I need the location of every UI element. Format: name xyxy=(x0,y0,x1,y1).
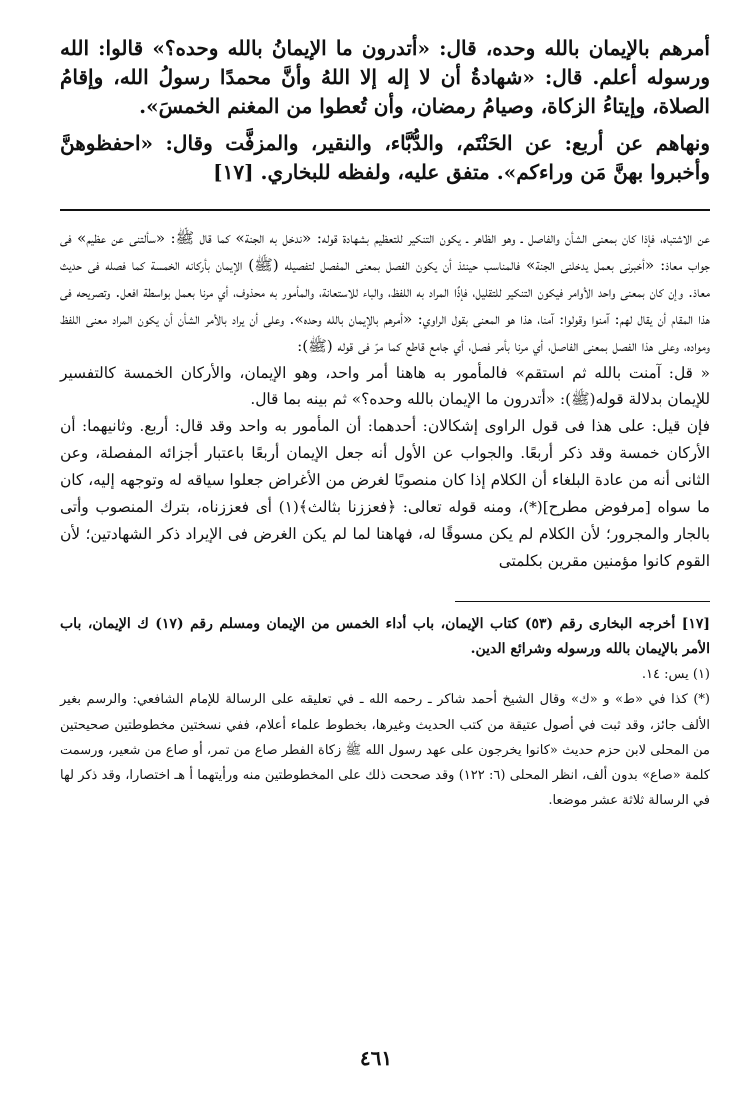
commentary xyxy=(60,225,710,575)
hadith-text xyxy=(60,34,710,187)
commentary-paragraph: عن الاشتباه، فإذا كان بمعنى الشأن والفاصل ـ وهو الظاهر ـ يكون التنكير للتعظيم بشهادة قوله: «ندخل به الجنة» كما قال ﷺ: «سألتنى عن عظيم» فى جواب معاذ: «أخبرنى بعمل يدخلنى الجنة» فالمناسب حينئذ أن يكون الفصل بمعنى المفصل لتفصيله (ﷺ) الإيمان بأركانه الخمسة كما فصله فى حديث معاذ. وإن كان بمعنى واحد الأوامر فيكون التنكير للتقليل، فإذًا المراد به اللفظ، والباء للاستعانة، والمأمور به محذوف، أي مرنا بعمل بواسطة افعل. وتصريحه فى هذا المقام أن يقال لهم: آمنوا وقولوا: آمنا، هذا هو المعنى بقول الراوي: «أمرهم بالإيمان بالله وحده». وعلى أن يراد بالأمر الشأن أن يكون المراد معنى اللفظ ومواده، وعلى هذا الفصل بمعنى الفاصل، أي مرنا بأمر فصل، أي جامع قاطع كما مرّ فى قوله (ﷺ): xyxy=(60,229,710,355)
footnote-star: (*) كذا في «ط» و «ك» وقال الشيخ أحمد شاكر ـ رحمه الله ـ في تعليقه على الرسالة للإمام الشافعي: والرسم بغير الألف جائز، وقد ثبت في أصول عتيقة من كتب الحديث وغيرها، بخطوط علماء أعلام، ففي نسختين مخطوطتين صحيحتين من المحلى لابن حزم حديث «كانوا يخرجون على عهد رسول الله ﷺ زكاة الفطر صاع من تمر، أو صاع من شعير، ورسمت كلمة «صاع» بدون ألف، انظر المحلى (٦: ١٢٢) وقد صححت ذلك على المخطوطتين منه ورأيتهما أ هـ اختصارا، وقد ذكر لها في الرسالة ثلاثة عشر موضعا. xyxy=(60,692,711,809)
book-page xyxy=(60,34,710,813)
commentary-paragraph: فإن قيل: على هذا فى قول الراوى إشكالان: أحدهما: أن المأمور به واحد وقد قال: أربع. وثانيهما: أن الأركان خمسة وقد ذكر أربعًا. والجواب عن الأول أنه جعل الإيمان أربعًا باعتبار أجزائه المفصلة، وعن الثانى أنه من عادة البلغاء أن الكلام إذا كان منصوبًا لغرض من الأغراض جعلوا سياقه له وتوجهه إليه، كان ما سواه [مرفوض مطرح](*)، ومنه قوله تعالى: ﴿فعززنا بثالث﴾(١) أى فعززناه، بترك المنصوب وأتى بالجار والمجرور؛ لأن الكلام لم يكن مسوقًا له، فهاهنا لما لم يكن الغرض فى الإيراد ذكر الشهادتين؛ لأن القوم كانوا مؤمنين مقرين بكلمتى xyxy=(60,417,710,570)
commentary-paragraph: « قل: آمنت بالله ثم استقم» فالمأمور به هاهنا أمر واحد، وهو الإيمان، والأركان الخمسة كالتفسير للإيمان بدلالة قوله(ﷺ): «أتدرون ما الإيمان بالله وحده؟» ثم بينه بما قال. xyxy=(60,363,710,409)
section-divider xyxy=(60,209,710,211)
footnotes xyxy=(60,612,710,814)
hadith-paragraph: أمرهم بالإيمان بالله وحده، قال: «أتدرون ما الإيمانُ بالله وحده؟» قالوا: الله ورسوله أعلم. قال: «شهادةُ أن لا إله إلا اللهُ وأنَّ محمدًا رسولُ الله، وإقامُ الصلاة، وإيتاءُ الزكاة، وصيامُ رمضان، وأن تُعطوا من المغنم الخمسَ». xyxy=(60,36,710,118)
page-number: ٤٦١ xyxy=(359,1046,393,1070)
footnote-1: (١) يس: ١٤. xyxy=(641,667,710,683)
hadith-paragraph: ونهاهم عن أربع: عن الحَنْتَم، والدُّبَّاء، والنقير، والمزفَّت وقال: «احفظوهنَّ وأخبروا بهنَّ مَن وراءكم». متفق عليه، ولفظه للبخاري. [١٧] xyxy=(60,131,710,184)
footnote-reference: [١٧] أخرجه البخارى رقم (٥٣) كتاب الإيمان، باب أداء الخمس من الإيمان ومسلم رقم (١٧) ك الإيمان، باب الأمر بالإيمان بالله ورسوله وشرائع الدين. xyxy=(60,615,710,657)
footnote-divider xyxy=(455,601,710,602)
